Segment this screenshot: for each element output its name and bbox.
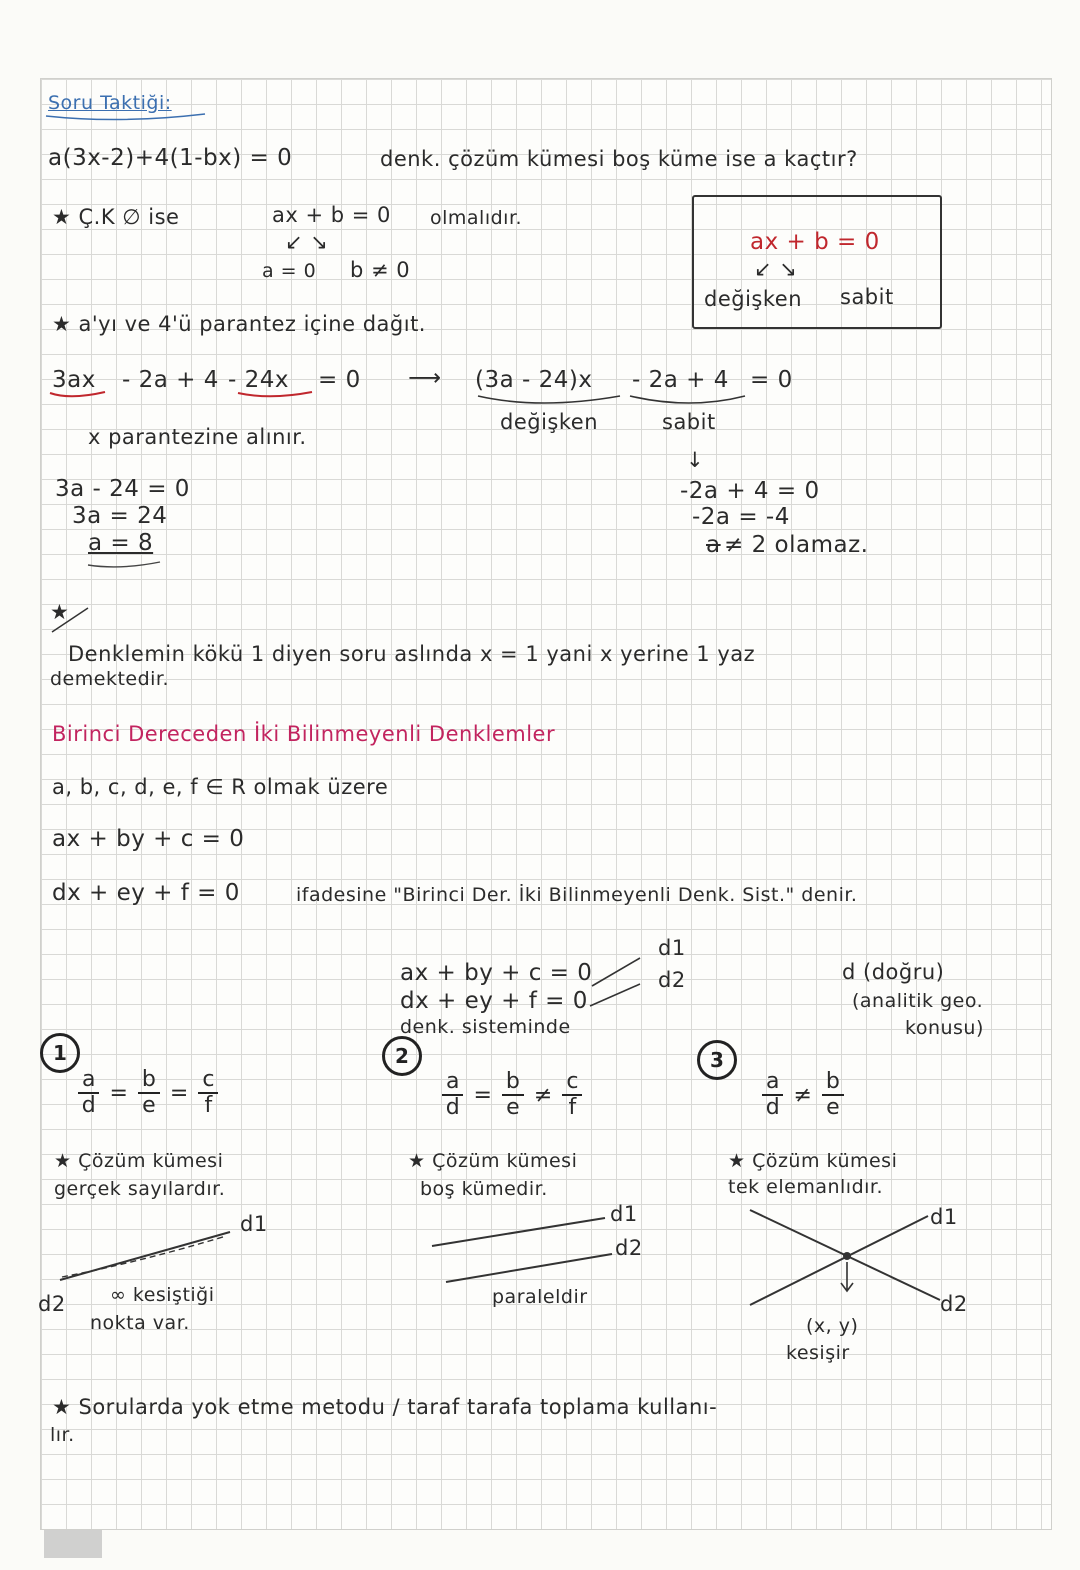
case-2-e: e <box>506 1095 520 1120</box>
case-3-d1: d1 <box>930 1205 958 1229</box>
solve-right-result: ≠ 2 olamaz. <box>724 532 869 558</box>
grouped-constant: - 2a + 4 <box>632 367 729 393</box>
case-1-a: a <box>78 1068 99 1094</box>
case-2-op2: ≠ <box>533 1082 553 1108</box>
case-3-op1: ≠ <box>793 1082 812 1108</box>
system-d2: d2 <box>658 968 686 992</box>
solve-left-line1: 3a - 24 = 0 <box>55 476 190 502</box>
section-title: Birinci Dereceden İki Bilinmeyenli Denklemler <box>52 722 556 746</box>
underline-3ax <box>50 392 105 396</box>
case-2-number: 2 <box>382 1036 422 1076</box>
case-1-desc1: ★ Çözüm kümesi <box>54 1150 224 1172</box>
case-1-desc2: gerçek sayılardır. <box>54 1178 226 1200</box>
case-3-d: d <box>765 1095 780 1120</box>
case-2-a: a <box>442 1070 463 1096</box>
case-2-desc2: boş kümedir. <box>420 1178 548 1200</box>
solve-right-strike: a <box>706 532 721 558</box>
arrow-d1 <box>592 958 640 986</box>
solve-right-line2: -2a = -4 <box>692 504 790 530</box>
case-2-desc1: ★ Çözüm kümesi <box>408 1150 578 1172</box>
note-line2: demektedir. <box>50 668 170 690</box>
scan-stamp <box>44 1530 102 1558</box>
case-1-f: f <box>204 1093 213 1118</box>
case-3-a: a <box>762 1070 783 1096</box>
box-right-label: sabit <box>840 285 894 309</box>
case-2-op1: = <box>473 1082 492 1108</box>
label-variable: değişken <box>500 410 598 434</box>
title-underline <box>46 114 205 120</box>
case-1-d1: d1 <box>240 1212 268 1236</box>
expanded-mid: - 2a + 4 <box>122 367 219 393</box>
case-2-c: c <box>562 1070 582 1096</box>
case-2-line-d1 <box>432 1218 605 1246</box>
case-1-e: e <box>142 1093 156 1118</box>
label-constant: sabit <box>662 410 716 434</box>
intersection-point <box>843 1252 851 1260</box>
distribute-note: ★ a'yı ve 4'ü parantez içine dağıt. <box>52 312 426 336</box>
case-2-d2: d2 <box>615 1236 643 1260</box>
case-2-line-d2 <box>446 1254 612 1282</box>
factor-note: x parantezine alınır. <box>88 425 307 449</box>
system-d1: d1 <box>658 936 686 960</box>
system-eq1: ax + by + c = 0 <box>400 960 593 986</box>
case-3-line-d1 <box>750 1216 928 1305</box>
box-equation: ax + b = 0 <box>750 229 880 255</box>
solve-left-result: a = 8 <box>88 530 154 556</box>
case-1-b: b <box>138 1068 160 1094</box>
case-2-f: f <box>568 1095 577 1120</box>
rule-condition-b: b ≠ 0 <box>350 258 411 282</box>
rule-star: ★ Ç.K ∅ ise <box>52 205 180 229</box>
system-caption: denk. sisteminde <box>400 1016 571 1038</box>
case-3-d2: d2 <box>940 1292 968 1316</box>
case-1-c: c <box>198 1068 218 1094</box>
expanded-term1: 3ax <box>52 367 96 393</box>
underline-24x <box>238 392 312 396</box>
rule-condition-a: a = 0 <box>262 260 317 282</box>
box-left-label: değişken <box>704 287 802 311</box>
note-stroke <box>52 608 88 632</box>
grouped-variable: (3a - 24)x <box>475 367 593 393</box>
case-1-number: 1 <box>40 1033 80 1073</box>
page-title: Soru Taktiği: <box>48 92 172 114</box>
system-eq2: dx + ey + f = 0 <box>400 988 588 1014</box>
section-definition: ifadesine "Birinci Der. İki Bilinmeyenli Denk. Sist." denir. <box>296 884 858 906</box>
case-3-desc2: tek elemanlıdır. <box>728 1176 884 1198</box>
note-star-icon: ★ <box>50 600 70 624</box>
case-1-op2: = <box>169 1080 189 1106</box>
case-2-foot1: paraleldir <box>492 1286 588 1308</box>
side-note-1: d (doğru) <box>842 960 945 984</box>
grouped-end: = 0 <box>750 367 793 393</box>
case-2-b: b <box>502 1070 524 1096</box>
footer-line1: ★ Sorularda yok etme metodu / taraf tarafa toplama kullanı- <box>52 1395 718 1419</box>
arrow-d2 <box>590 984 640 1006</box>
brace-constant <box>630 396 745 403</box>
section-eq2: dx + ey + f = 0 <box>52 880 240 906</box>
case-2-d1: d1 <box>610 1202 638 1226</box>
case-1-op1: = <box>109 1080 128 1106</box>
section-eq1: ax + by + c = 0 <box>52 826 245 852</box>
case-3-e: e <box>826 1095 840 1120</box>
down-arrow: ↓ <box>686 448 705 472</box>
side-note-2: (analitik geo. <box>852 990 984 1012</box>
expanded-end: = 0 <box>318 367 361 393</box>
question-prompt: denk. çözüm kümesi boş küme ise a kaçtır? <box>380 147 858 171</box>
case-1-d2: d2 <box>38 1292 66 1316</box>
case-3-number: 3 <box>697 1040 737 1080</box>
rule-equation: ax + b = 0 <box>272 203 391 227</box>
section-condition: a, b, c, d, e, f ∈ R olmak üzere <box>52 775 389 799</box>
rule-arrows: ↙ ↘ <box>285 230 329 254</box>
case-3-foot2: kesişir <box>786 1342 850 1364</box>
case-1-foot2: nokta var. <box>90 1312 190 1334</box>
case-3-foot1: (x, y) <box>806 1315 859 1337</box>
question-equation: a(3x-2)+4(1-bx) = 0 <box>48 145 293 171</box>
solve-right-line1: -2a + 4 = 0 <box>680 478 820 504</box>
transform-arrow: ⟶ <box>408 365 442 391</box>
intersection-arrow <box>841 1262 853 1291</box>
brace-variable <box>478 396 620 403</box>
side-note-3: konusu) <box>905 1017 984 1039</box>
solve-left-line2: 3a = 24 <box>72 503 168 529</box>
rule-tail: olmalıdır. <box>430 207 523 229</box>
case-2-d: d <box>445 1095 460 1120</box>
case-1-d: d <box>81 1093 96 1118</box>
expanded-term2: - 24x <box>228 367 289 393</box>
result-underline <box>88 562 160 567</box>
note-line1: Denklemin kökü 1 diyen soru aslında x = 1 yani x yerine 1 yaz <box>68 642 756 666</box>
case-3-b: b <box>822 1070 844 1096</box>
case-1-foot1: ∞ kesiştiği <box>110 1284 215 1306</box>
box-arrows: ↙ ↘ <box>754 257 798 281</box>
footer-line2: lır. <box>50 1424 75 1446</box>
case-3-desc1: ★ Çözüm kümesi <box>728 1150 898 1172</box>
